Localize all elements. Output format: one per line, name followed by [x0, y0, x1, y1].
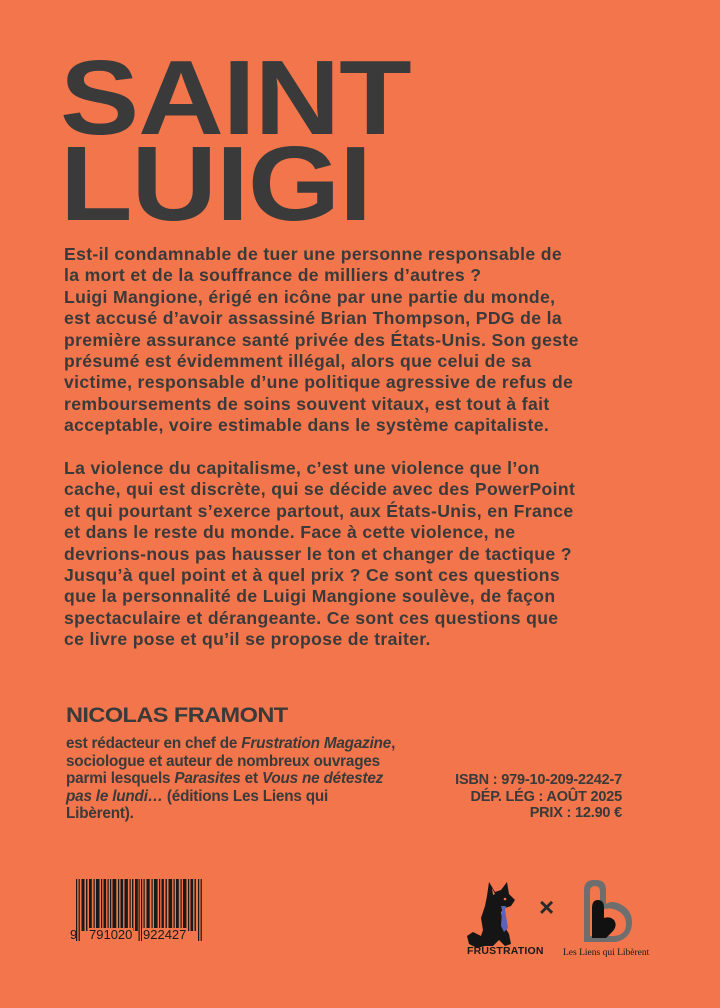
blurb-text: que la personnalité de Luigi Mangione soulève, de façon: [64, 586, 556, 607]
bio-magazine-title: Frustration Magazine: [241, 735, 392, 752]
barcode-digits-group-2: 922427: [143, 927, 187, 942]
title-line-1: SAINT: [60, 39, 411, 157]
bio-text: et: [240, 770, 262, 787]
author-bio: [66, 735, 396, 823]
bio-text: , sociologue et auteur de nombreux ouvrages parmi lesquels: [66, 735, 396, 787]
blurb-text: et dans le reste du monde. Face à cette violence, ne: [64, 522, 516, 543]
frustration-label: FRUSTRATION: [467, 945, 544, 957]
depot-legal: DÉP. LÉG : AOÛT 2025: [470, 788, 622, 805]
blurb-text: et qui pourtant s’exerce partout, aux États-Unis, en France: [64, 500, 574, 521]
bio-book-title: Parasites: [174, 770, 241, 787]
blurb-text: spectaculaire et dérangeante. Ce sont ces questions que: [64, 607, 559, 628]
bio-text: est rédacteur en chef de: [66, 735, 242, 752]
blurb-text: Jusqu’à quel point et à quel prix ? Ce sont ces questions: [64, 565, 561, 586]
blurb-text: devrions-nous pas hausser le ton et changer de tactique ?: [64, 543, 572, 564]
isbn-barcode: [70, 879, 204, 947]
back-cover-blurb: [64, 244, 640, 672]
blurb-paragraph-2: [64, 458, 640, 651]
blurb-text: remboursements de soins souvent vitaux, est tout à fait: [64, 393, 550, 414]
blurb-text: cache, qui est discrète, qui se décide avec des PowerPoint: [64, 479, 576, 500]
bio-text: (éditions Les Liens qui Libèrent).: [66, 787, 329, 822]
publisher-logos: [465, 870, 685, 965]
blurb-text: la mort et de la souffrance de milliers d’autres ?: [64, 265, 482, 286]
blurb-text: première assurance santé privée des États-Unis. Son geste: [64, 329, 579, 350]
book-info: [455, 772, 622, 822]
barcode-lead-digit: 9: [70, 927, 78, 942]
title-line-2: LUIGI: [60, 125, 371, 243]
blurb-text: acceptable, voire estimable dans le système capitaliste.: [64, 415, 550, 436]
blurb-paragraph-1: [64, 244, 640, 437]
blurb-text: victime, responsable d’une politique agressive de refus de: [64, 372, 574, 393]
collaboration-times-icon: ×: [539, 892, 555, 922]
blurb-text: Est-il condamnable de tuer une personne responsable de: [64, 244, 562, 264]
les-liens-qui-liberent-logo-icon: [582, 878, 634, 944]
barcode-digits-group-1: 791020: [89, 927, 133, 942]
price: PRIX : 12.90 €: [529, 805, 622, 821]
author-name: NICOLAS FRAMONT: [66, 704, 288, 727]
bio-book-title: Vous ne détestez pas le lundi…: [66, 770, 384, 805]
isbn: ISBN : 979-10-209-2242-7: [455, 772, 622, 788]
blurb-text: ce livre pose et qu’il se propose de traiter.: [64, 629, 431, 650]
les-liens-qui-liberent-label: Les Liens qui Libèrent: [563, 948, 650, 958]
book-title: [60, 39, 411, 243]
blurb-text: La violence du capitalisme, c’est une violence que l’on: [64, 458, 540, 479]
blurb-text: présumé est évidemment illégal, alors que celui de sa: [64, 351, 532, 372]
blurb-text: Luigi Mangione, érigé en icône par une partie du monde,: [64, 286, 556, 307]
blurb-text: est accusé d’avoir assassiné Brian Thompson, PDG de la: [64, 308, 563, 329]
